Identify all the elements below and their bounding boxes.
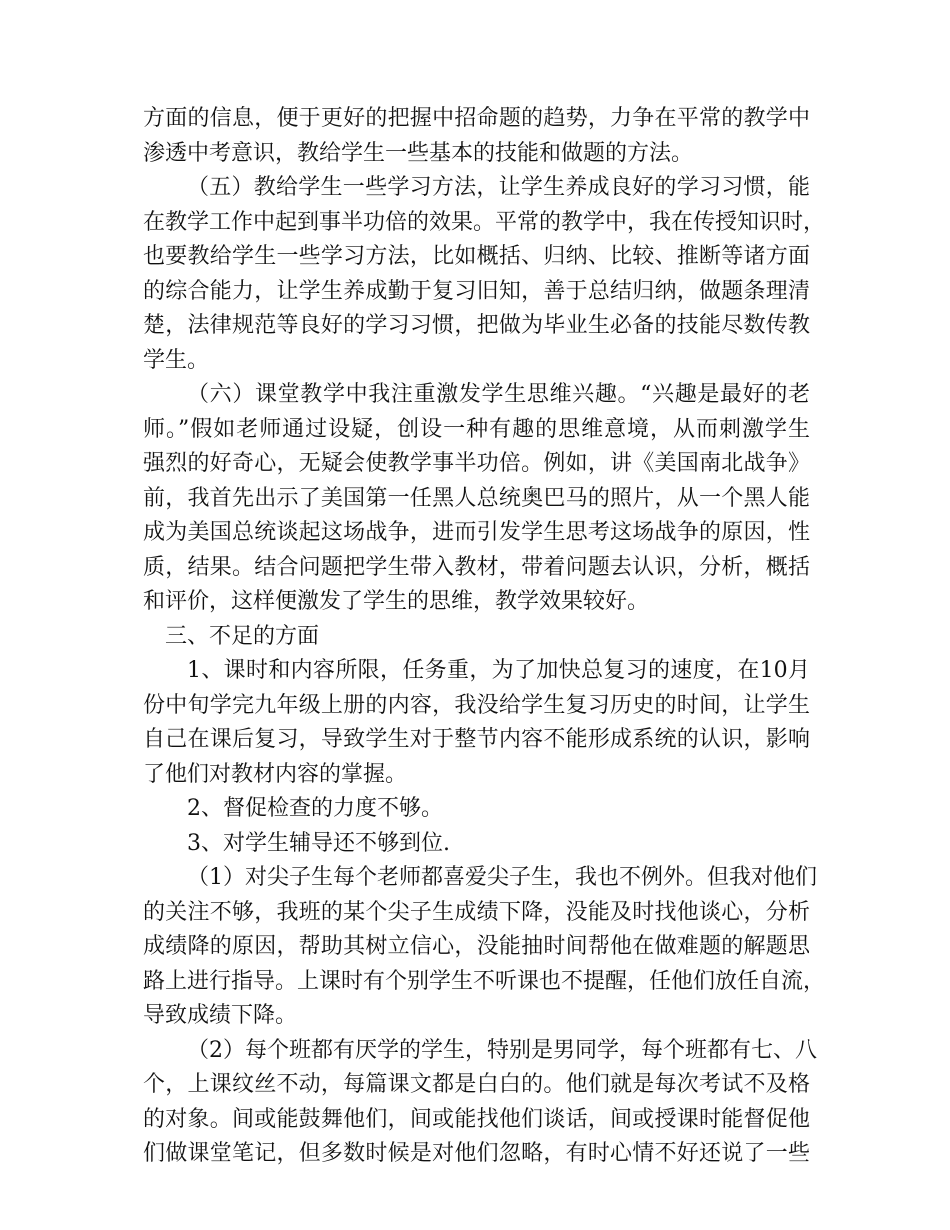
text-line: 的综合能力，让学生养成勤于复习旧知，善于总结归纳，做题条理清 xyxy=(143,278,810,304)
text-line: 质，结果。结合问题把学生带入教材，带着问题去认识，分析，概括 xyxy=(143,554,810,580)
text-line: 强烈的好奇心，无疑会使教学事半功倍。例如，讲《美国南北战争》 xyxy=(143,451,810,476)
paragraph-start-line: （1）对尖子生每个老师都喜爱尖子生，我也不例外。但我对他们 xyxy=(187,865,817,890)
text-line: 方面的信息，便于更好的把握中招命题的趋势，力争在平常的教学中 xyxy=(143,106,810,131)
text-line: 们做课堂笔记，但多数时候是对他们忽略，有时心情不好还说了一些 xyxy=(143,1141,810,1166)
paragraph-start-line: （六）课堂教学中我注重激发学生思维兴趣。“兴趣是最好的老 xyxy=(187,382,810,407)
paragraph-start-line: 3、对学生辅导还不够到位. xyxy=(187,830,450,856)
text-line: 了他们对教材内容的掌握。 xyxy=(143,761,408,787)
text-line: 的关注不够，我班的某个尖子生成绩下降，没能及时找他谈心，分析 xyxy=(143,899,810,925)
text-line: 也要教给学生一些学习方法，比如概括、归纳、比较、推断等诸方面 xyxy=(143,244,810,269)
text-line: 成为美国总统谈起这场战争，进而引发学生思考这场战争的原因，性 xyxy=(143,520,810,545)
section-heading: 三、不足的方面 xyxy=(165,623,320,649)
text-line: 在教学工作中起到事半功倍的效果。平常的教学中，我在传授知识时， xyxy=(143,209,826,235)
text-line: 学生。 xyxy=(143,347,210,373)
paragraph-start-line: （五）教给学生一些学习方法，让学生养成良好的学习习惯，能 xyxy=(187,175,810,200)
text-line: 份中旬学完九年级上册的内容，我没给学生复习历史的时间，让学生 xyxy=(143,692,810,718)
paragraph-start-line: （2）每个班都有厌学的学生，特别是男同学，每个班都有七、八 xyxy=(187,1037,817,1063)
text-line: 个，上课纹丝不动，每篇课文都是白白的。他们就是每次考试不及格 xyxy=(143,1072,810,1097)
paragraph-start-line: 1、课时和内容所限，任务重，为了加快总复习的速度，在10月 xyxy=(187,658,810,683)
text-line: 路上进行指导。上课时有个别学生不听课也不提醒，任他们放任自流， xyxy=(143,968,826,994)
paragraph-start-line: 2、督促检查的力度不够。 xyxy=(187,796,443,821)
text-line: 渗透中考意识，教给学生一些基本的技能和做题的方法。 xyxy=(143,140,694,166)
document-body xyxy=(143,102,826,1172)
text-line: 前，我首先出示了美国第一任黑人总统奥巴马的照片，从一个黑人能 xyxy=(143,485,810,511)
text-line: 的对象。间或能鼓舞他们，间或能找他们谈话，间或授课时能督促他 xyxy=(143,1106,810,1132)
text-line: 成绩降的原因，帮助其树立信心，没能抽时间帮他在做难题的解题思 xyxy=(143,934,810,959)
text-line: 师。”假如老师通过设疑，创设一种有趣的思维意境，从而刺激学生 xyxy=(143,416,810,442)
text-line: 导致成绩下降。 xyxy=(143,1003,298,1028)
text-line: 楚，法律规范等良好的学习习惯，把做为毕业生必备的技能尽数传教 xyxy=(143,313,810,338)
text-line: 和评价，这样便激发了学生的思维，教学效果较好。 xyxy=(143,589,650,614)
text-line: 自己在课后复习，导致学生对于整节内容不能形成系统的认识，影响 xyxy=(143,727,810,752)
